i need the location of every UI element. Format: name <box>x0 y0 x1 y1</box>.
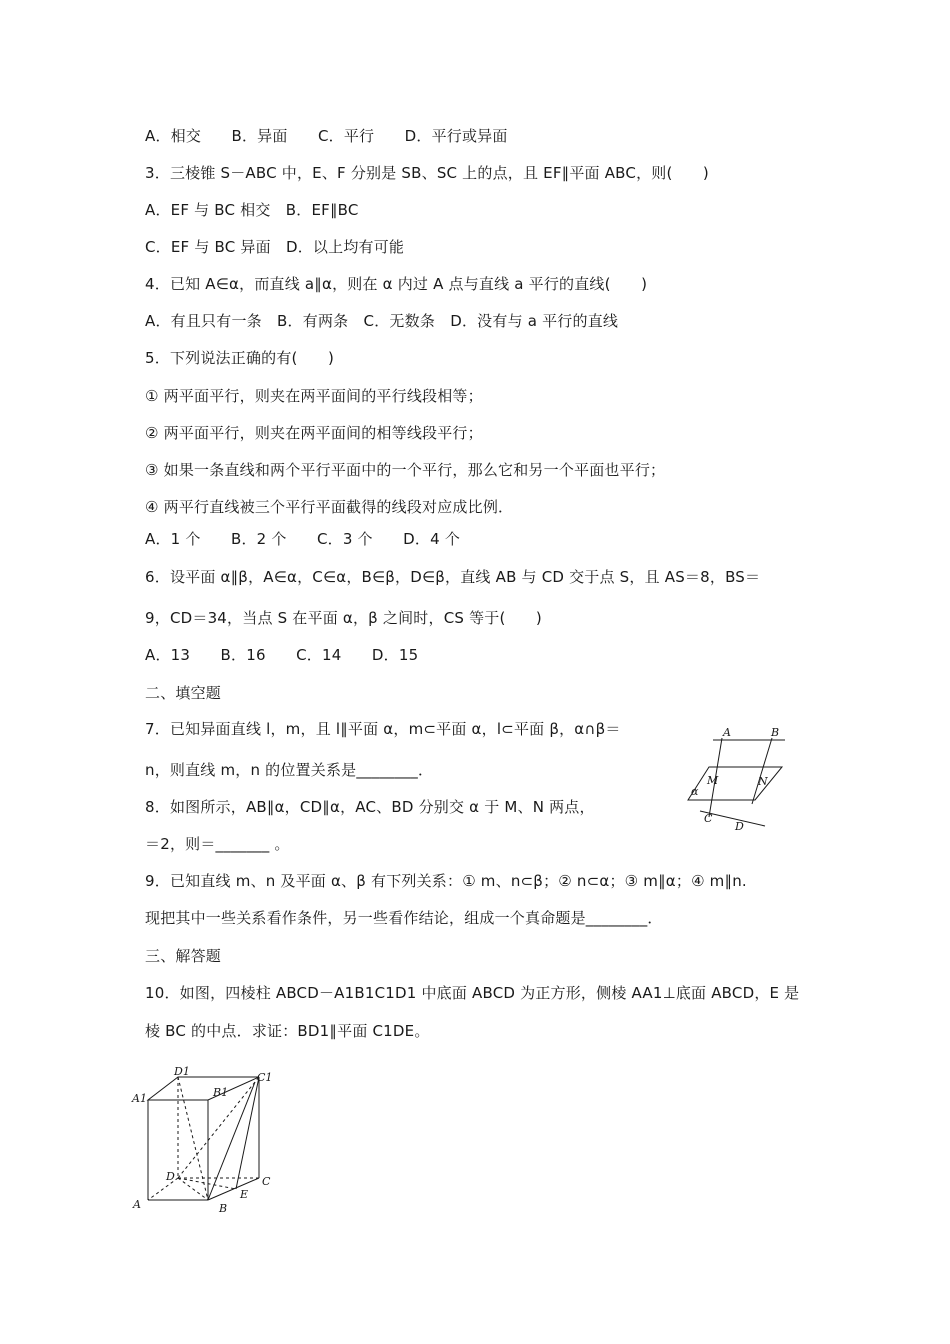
q9-stem-line2: 现把其中一些关系看作条件，另一些看作结论，组成一个真命题是________． <box>145 909 663 927</box>
q6-stem-line2: 9，CD＝34，当点 S 在平面 α，β 之间时，CS 等于( ) <box>145 609 542 627</box>
label-a: A <box>723 726 731 739</box>
label-c: C <box>262 1175 271 1188</box>
q5-options: A．1 个 B．2 个 C．3 个 D．4 个 <box>145 530 461 548</box>
label-c: C <box>704 812 713 825</box>
q8-stem-line1: 8．如图所示，AB∥α，CD∥α，AC、BD 分别交 α 于 M、N 两点， <box>145 798 595 816</box>
label-c1: C1 <box>257 1071 273 1084</box>
q5-stem: 5．下列说法正确的有( ) <box>145 349 335 367</box>
plane-alpha <box>688 767 782 800</box>
label-m: M <box>707 774 719 787</box>
label-a1: A1 <box>132 1092 147 1105</box>
label-a: A <box>133 1198 141 1211</box>
section-answer: 三、解答题 <box>145 947 222 965</box>
q8-stem-line2: ＝2，则＝_______ 。 <box>145 835 290 853</box>
q10-stem-line1: 10．如图，四棱柱 ABCD－A1B1C1D1 中底面 ABCD 为正方形，侧棱 AA1⊥底面 ABCD，E 是 <box>145 984 800 1002</box>
label-d: D <box>735 820 744 833</box>
label-alpha: α <box>691 785 699 798</box>
q5-statement-2: ② 两平面平行，则夹在两平面间的相等线段平行； <box>145 424 483 442</box>
q9-stem-line1: 9．已知直线 m、n 及平面 α、β 有下列关系：① m、n⊂β；② n⊂α；③ m∥α；④ m∥n. <box>145 872 747 890</box>
q2-options: A．相交 B．异面 C．平行 D．平行或异面 <box>145 127 508 145</box>
q6-stem-line1: 6．设平面 α∥β，A∈α，C∈α，B∈β，D∈β，直线 AB 与 CD 交于点 S，且 AS＝8，BS＝ <box>145 568 761 586</box>
q3-options-ab: A．EF 与 BC 相交 B．EF∥BC <box>145 201 359 219</box>
q3-stem: 3．三棱锥 S－ABC 中，E、F 分别是 SB、SC 上的点，且 EF∥平面 ABC，则( ) <box>145 164 709 182</box>
line-bd <box>752 738 772 804</box>
edge-c1e <box>236 1077 259 1189</box>
q7-stem-line1: 7．已知异面直线 l，m，且 l∥平面 α，m⊂平面 α，l⊂平面 β，α∩β＝ <box>145 720 621 738</box>
q5-statement-1: ① 两平面平行，则夹在两平面间的平行线段相等； <box>145 387 483 405</box>
diagonal-bd1 <box>178 1077 208 1200</box>
q4-options: A．有且只有一条 B．有两条 C．无数条 D．没有与 a 平行的直线 <box>145 312 619 330</box>
label-b1: B1 <box>213 1086 229 1099</box>
section-fill-in: 二、填空题 <box>145 684 222 702</box>
label-d1: D1 <box>174 1065 190 1078</box>
segment-db <box>178 1178 208 1200</box>
q10-prism-figure <box>128 1064 276 1214</box>
label-n: N <box>758 775 768 788</box>
q8-plane-figure <box>685 722 785 836</box>
label-d: D <box>166 1170 175 1183</box>
q5-statement-4: ④ 两平行直线被三个平行平面截得的线段对应成比例． <box>145 498 514 516</box>
q3-options-cd: C．EF 与 BC 异面 D．以上均有可能 <box>145 238 405 256</box>
label-b: B <box>219 1202 228 1214</box>
label-b: B <box>771 726 780 739</box>
q5-statement-3: ③ 如果一条直线和两个平行平面中的一个平行，那么它和另一个平面也平行； <box>145 461 666 479</box>
top-face <box>148 1077 259 1100</box>
q10-stem-line2: 棱 BC 的中点．求证：BD1∥平面 C1DE。 <box>145 1022 430 1040</box>
q6-options: A．13 B．16 C．14 D．15 <box>145 646 419 664</box>
label-e: E <box>240 1188 249 1201</box>
segment-de <box>178 1178 236 1189</box>
q4-stem: 4．已知 A∈α，而直线 a∥α，则在 α 内过 A 点与直线 a 平行的直线( ) <box>145 275 648 293</box>
q7-stem-line2: n，则直线 m，n 的位置关系是________． <box>145 761 434 779</box>
